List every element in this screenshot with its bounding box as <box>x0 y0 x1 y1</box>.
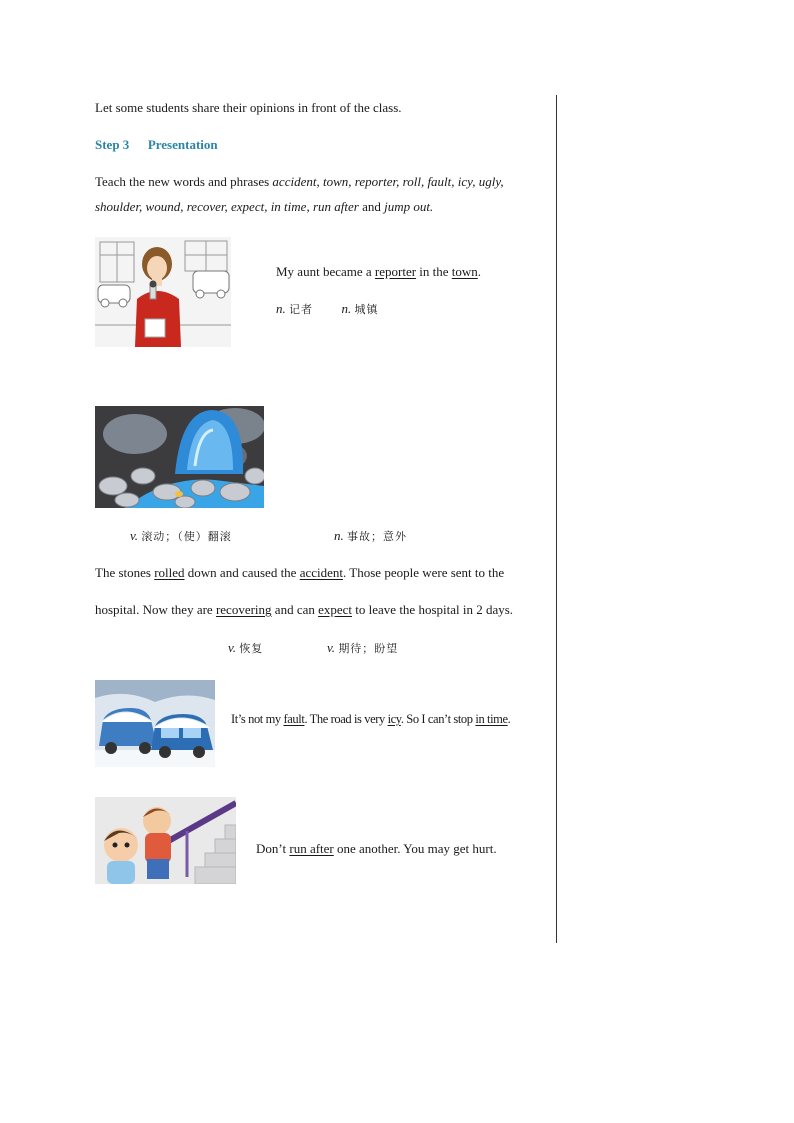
gloss-pos: v. <box>228 640 237 655</box>
ex1-pre: My aunt became a <box>276 264 372 279</box>
ex3-sentence <box>231 713 510 726</box>
reporter-image <box>95 237 231 347</box>
gloss-reporter: 记者 <box>289 303 313 316</box>
ex2-gloss-c <box>228 641 263 654</box>
gloss-town: 城镇 <box>354 303 379 316</box>
step-number: Step 3 <box>95 137 130 152</box>
vocab-in-time: in time <box>475 712 508 726</box>
vocab-recovering: recovering <box>215 602 272 617</box>
ex4-b: one another. You may get hurt. <box>337 841 497 856</box>
ex2-s1b: down and caused the <box>187 565 297 580</box>
ex1-sentence <box>276 265 481 278</box>
gloss-expect: 期待；盼望 <box>338 642 399 655</box>
vocab-expect: expect <box>318 602 353 617</box>
ex2-s1a: The stones <box>95 565 151 580</box>
teach-line-2 <box>95 200 433 213</box>
vocab-rolled: rolled <box>154 565 185 580</box>
teach-line-1 <box>95 175 504 188</box>
stairs-kids-image <box>95 797 236 884</box>
stones-image <box>95 406 264 508</box>
ex2-gloss-a <box>130 529 232 542</box>
ex2-gloss-d <box>327 641 398 654</box>
ex1-mid: in the <box>419 264 449 279</box>
gloss-pos: v. <box>130 528 139 543</box>
ex4-sentence <box>256 842 497 855</box>
step-title: Presentation <box>147 137 218 152</box>
gloss-roll: 滚动；（使）翻滚 <box>141 530 232 543</box>
gloss-pos: n. <box>341 301 352 316</box>
teach-words-2: shoulder, wound, recover, expect, in time, run after <box>95 199 359 214</box>
ex2-gloss-b <box>334 529 407 542</box>
ex3-b: . The road is very <box>304 712 385 726</box>
gloss-pos: v. <box>327 640 336 655</box>
gloss-recover: 恢复 <box>239 642 264 655</box>
ex2-s1c: . Those people were sent to the <box>343 565 505 580</box>
ex3-d: . <box>507 712 511 726</box>
teach-last: jump out. <box>384 199 434 214</box>
ex2-sentence-1 <box>95 566 504 579</box>
icy-cars-image <box>95 680 215 767</box>
vocab-icy: icy <box>387 712 401 726</box>
vocab-run-after: run after <box>289 841 334 856</box>
margin-rule <box>556 95 557 943</box>
ex2-sentence-2 <box>95 603 513 616</box>
ex2-s2a: hospital. Now they are <box>95 602 213 617</box>
ex3-c: . So I can’t stop <box>400 712 473 726</box>
ex2-s2c: to leave the hospital in 2 days. <box>355 602 514 617</box>
ex1-post: . <box>477 264 482 279</box>
ex2-s2b: and can <box>274 602 315 617</box>
ex1-gloss <box>276 302 379 315</box>
teach-lead: Teach the new words and phrases <box>95 174 270 189</box>
teach-and: and <box>362 199 381 214</box>
gloss-pos: n. <box>334 528 344 543</box>
vocab-reporter: reporter <box>374 264 417 279</box>
vocab-accident: accident <box>299 565 344 580</box>
vocab-fault: fault <box>283 712 305 726</box>
gloss-pos: n. <box>276 301 286 316</box>
gloss-accident: 事故；意外 <box>347 530 407 543</box>
teach-words: accident, town, reporter, roll, fault, icy, ugly, <box>272 174 504 189</box>
ex4-a: Don’t <box>256 841 287 856</box>
step-heading <box>95 138 218 151</box>
intro-text: Let some students share their opinions in front of the class. <box>95 100 402 115</box>
ex3-a: It’s not my <box>231 712 281 726</box>
vocab-town: town <box>451 264 478 279</box>
